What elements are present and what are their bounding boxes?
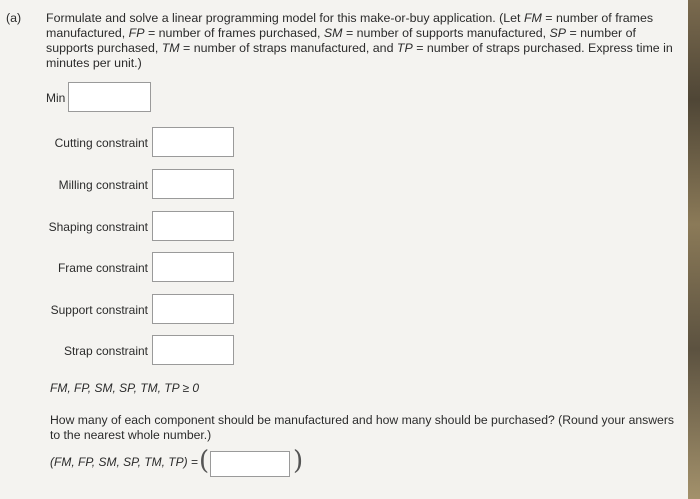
close-paren: ) bbox=[293, 446, 304, 476]
followup-question: How many of each component should be manufactured and how many should be purchased? (Round your answers to the nearest whole number.) bbox=[50, 413, 674, 442]
objective-label: Min bbox=[46, 91, 66, 105]
support-constraint-label: Support constraint bbox=[50, 303, 148, 317]
background-photo-edge bbox=[688, 0, 700, 499]
strap-constraint-label: Strap constraint bbox=[63, 344, 148, 358]
answer-tuple-input[interactable] bbox=[210, 451, 290, 477]
shaping-constraint-label: Shaping constraint bbox=[48, 220, 148, 234]
nonnegativity-constraint: FM, FP, SM, SP, TM, TP ≥ 0 bbox=[50, 381, 200, 395]
open-paren: ( bbox=[199, 446, 210, 476]
cutting-constraint-input[interactable] bbox=[152, 127, 234, 157]
milling-constraint-input[interactable] bbox=[152, 169, 234, 199]
frame-constraint-label: Frame constraint bbox=[57, 261, 148, 275]
answer-tuple-label: (FM, FP, SM, SP, TM, TP) = bbox=[50, 455, 198, 469]
frame-constraint-input[interactable] bbox=[152, 252, 234, 282]
question-text: Formulate and solve a linear programming model for this make-or-buy application. (Let FM = number of frames manufactured, FP = number of frames purchased, SM = number of supports manufactured, SP = number of supports purchased, TM = number of straps manufactured, and TP = number of straps purchased. Express time in minutes per unit.) bbox=[46, 11, 673, 70]
cutting-constraint-label: Cutting constraint bbox=[54, 136, 148, 150]
strap-constraint-input[interactable] bbox=[152, 335, 234, 365]
shaping-constraint-input[interactable] bbox=[152, 211, 234, 241]
support-constraint-input[interactable] bbox=[152, 294, 234, 324]
part-label: (a) bbox=[6, 11, 22, 25]
milling-constraint-label: Milling constraint bbox=[58, 178, 148, 192]
objective-input[interactable] bbox=[68, 82, 151, 112]
